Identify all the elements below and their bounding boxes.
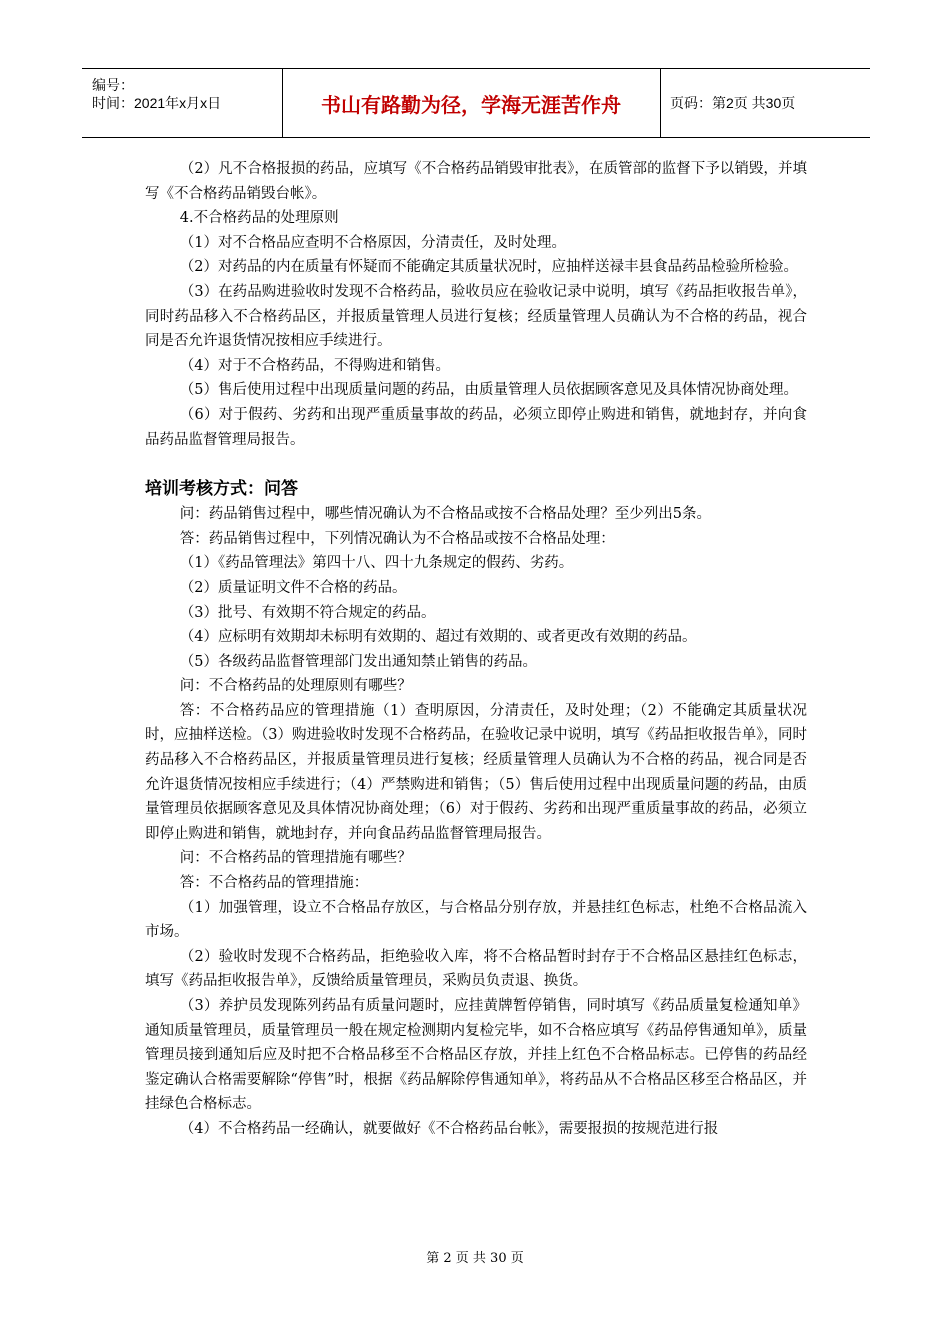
page-header — [82, 68, 870, 138]
body-paragraph: （6）对于假药、劣药和出现严重质量事故的药品，必须立即停止购进和销售，就地封存，并向食品药品监督管理局报告。 — [145, 406, 807, 448]
body-paragraph: （4）不合格药品一经确认，就要做好《不合格药品台帐》，需要报损的按规范进行报 — [179, 1120, 719, 1137]
body-paragraph: 问：不合格药品的管理措施有哪些？ — [179, 850, 412, 867]
body-paragraph: 答：不合格药品的管理措施： — [179, 875, 369, 892]
body-paragraph: （3）养护员发现陈列药品有质量问题时，应挂黄牌暂停销售，同时填写《药品质量复检通知单》通知质量管理员，质量管理员一般在规定检测期内复检完毕，如不合格应填写《药品停售通知单》，质量管理员接到通知后应及时把不合格品移至不合格品区存放，并挂上红色不合格品标志。已停售的药品经鉴定确认合格需要解除“停售”时，根据《药品解除停售通知单》，将药品从不合格品区移至合格品区，并挂绿色合格标志。 — [145, 998, 807, 1113]
body-paragraph: （5）售后使用过程中出现质量问题的药品，由质量管理人员依据顾客意见及具体情况协商处理。 — [179, 382, 799, 399]
body-paragraph: 答：不合格药品应的管理措施（1）查明原因，分清责任，及时处理；（2）不能确定其质量状况时，应抽样送检。（3）购进验收时发现不合格药品，在验收记录中说明，填写《药品拒收报告单》，同时药品移入不合格药品区，并报质量管理员进行复核；经质量管理人员确认为不合格的药品，视合同是否允许退货情况按相应手续进行；（4）严禁购进和销售；（5）售后使用过程中出现质量问题的药品，由质量管理员依据顾客意见及具体情况协商处理；（6）对于假药、劣药和出现严重质量事故的药品，必须立即停止购进和销售，就地封存，并向食品药品监督管理局报告。 — [145, 702, 807, 842]
body-paragraph: （5）各级药品监督管理部门发出通知禁止销售的药品。 — [179, 653, 538, 670]
header-page-info: 页码：第2页 共30页 — [670, 95, 796, 111]
header-meta — [82, 69, 283, 137]
header-motto: 书山有路勤为径，学海无涯苦作舟 — [282, 69, 661, 137]
body-paragraph: （2）对药品的内在质量有怀疑而不能确定其质量状况时，应抽样送禄丰县食品药品检验所检验。 — [179, 259, 799, 276]
document-number-label: 编号： — [92, 77, 134, 93]
body-paragraph: （4）对于不合格药品，不得购进和销售。 — [179, 357, 451, 374]
body-paragraph: （1）《药品管理法》第四十八、四十九条规定的假药、劣药。 — [179, 555, 574, 572]
body-paragraph: （1）加强管理，设立不合格品存放区，与合格品分别存放，并悬挂红色标志，杜绝不合格品流入市场。 — [145, 899, 807, 941]
document-body — [145, 157, 807, 1142]
body-paragraph: 问：不合格药品的处理原则有哪些？ — [179, 678, 412, 695]
body-paragraph: （4）应标明有效期却未标明有效期的、超过有效期的、或者更改有效期的药品。 — [179, 629, 697, 646]
section-heading: 培训考核方式：问答 — [145, 479, 298, 500]
body-paragraph: （3）批号、有效期不符合规定的药品。 — [179, 604, 436, 621]
document-date: 时间：2021年x月x日 — [92, 95, 222, 111]
body-paragraph: （2）凡不合格报损的药品，应填写《不合格药品销毁审批表》，在质管部的监督下予以销毁，并填写《不合格药品销毁台帐》。 — [145, 161, 807, 202]
body-paragraph: 4.不合格药品的处理原则 — [179, 210, 339, 227]
body-paragraph: 答：药品销售过程中，下列情况确认为不合格品或按不合格品处理： — [179, 530, 615, 547]
body-paragraph: （2）质量证明文件不合格的药品。 — [179, 579, 407, 596]
body-paragraph: （1）对不合格品应查明不合格原因，分清责任，及时处理。 — [179, 234, 567, 251]
body-paragraph: 问：药品销售过程中，哪些情况确认为不合格品或按不合格品处理？至少列出5条。 — [179, 506, 712, 523]
body-paragraph: （2）验收时发现不合格药品，拒绝验收入库，将不合格品暂时封存于不合格品区悬挂红色标志，填写《药品拒收报告单》，反馈给质量管理员，采购员负责退、换货。 — [145, 948, 807, 990]
page-footer: 第 2 页 共 30 页 — [426, 1251, 524, 1266]
body-paragraph: （3）在药品购进验收时发现不合格药品，验收员应在验收记录中说明，填写《药品拒收报告单》，同时药品移入不合格药品区，并报质量管理人员进行复核；经质量管理人员确认为不合格的药品，视合同是否允许退货情况按相应手续进行。 — [145, 283, 807, 350]
